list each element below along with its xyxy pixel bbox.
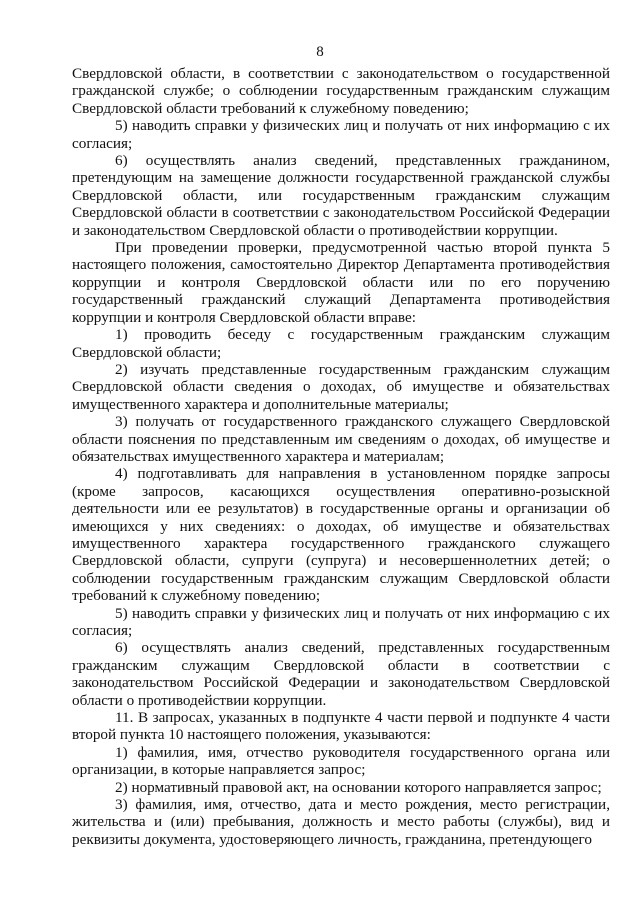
paragraph-item-5: 5) наводить справки у физических лиц и получать от них информацию с их согласия; bbox=[72, 117, 610, 152]
page-number: 8 bbox=[316, 44, 324, 60]
paragraph-item-2: 2) изучать представленные государственным гражданским служащим Свердловской области сведения о доходах, об имуществе и обязательствах имущественного характера и дополнительные материалы; bbox=[72, 360, 610, 413]
paragraph-item-3: 3) получать от государственного гражданского служащего Свердловской области пояснения по представленным им сведениям о доходах, об имуществе и обязательствах имущественного характера и материалам; bbox=[72, 413, 610, 465]
paragraph-continuation: Свердловской области, в соответствии с законодательством о государственной гражданской службе; о соблюдении государственным гражданским служащим Свердловской области требований к служебному поведению; bbox=[72, 65, 610, 117]
paragraph-item-5b: 5) наводить справки у физических лиц и получать от них информацию с их согласия; bbox=[72, 604, 610, 639]
paragraph-item-6b: 6) осуществлять анализ сведений, представленных государственным гражданским служащим Свердловской области в соответствии с законодательством Российской Федерации и законодательством Свердловской области о противодействии коррупции. bbox=[72, 639, 610, 709]
document-body bbox=[72, 65, 610, 848]
paragraph-clause-11-item-1: 1) фамилия, имя, отчество руководителя государственного органа или организации, в которые направляется запрос; bbox=[72, 743, 610, 779]
paragraph-verification-rights: При проведении проверки, предусмотренной частью второй пункта 5 настоящего положения, самостоятельно Директор Департамента противодействия коррупции и контроля Свердловской области или по его поручению государственный гражданский служащий Департамента противодействия коррупции и контроля Свердловской области вправе: bbox=[72, 239, 610, 326]
paragraph-clause-11-item-2: 2) нормативный правовой акт, на основании которого направляется запрос; bbox=[115, 778, 602, 796]
paragraph-item-1: 1) проводить беседу с государственным гражданским служащим Свердловской области; bbox=[72, 326, 610, 361]
paragraph-item-4: 4) подготавливать для направления в установленном порядке запросы (кроме запросов, касающихся осуществления оперативно-розыскной деятельности или ее результатов) в государственные органы и организации об имеющихся у них сведениях: о доходах, об имуществе и обязательствах имущественного характера государственного гражданского служащего Свердловской области, супруги (супруга) и несовершеннолетних детей; о соблюдении государственным гражданским служащим Свердловской области требований к служебному поведению; bbox=[72, 465, 610, 605]
paragraph-clause-11-item-3: 3) фамилия, имя, отчество, дата и место рождения, место регистрации, жительства и (или) пребывания, должность и место работы (службы), вид и реквизиты документа, удостоверяющего личность, гражданина, претендующего bbox=[72, 796, 610, 848]
paragraph-clause-11: 11. В запросах, указанных в подпункте 4 части первой и подпункте 4 части второй пункта 10 настоящего положения, указываются: bbox=[72, 709, 610, 744]
paragraph-item-6: 6) осуществлять анализ сведений, представленных гражданином, претендующим на замещение должности государственной гражданской службы Свердловской области, или государственным гражданским служащим Свердловской области в соответствии с законодательством Российской Федерации и законодательством Свердловской области о противодействии коррупции. bbox=[72, 152, 610, 239]
